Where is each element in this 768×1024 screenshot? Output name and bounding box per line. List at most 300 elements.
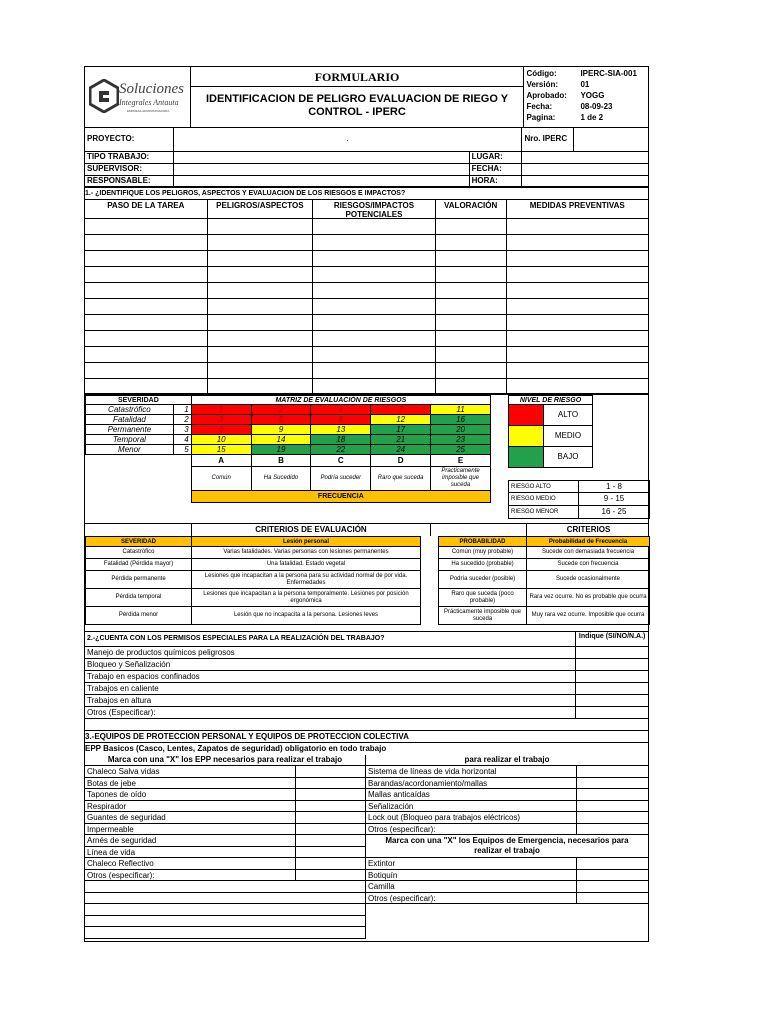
hazard-table <box>85 200 648 395</box>
hazard-row <box>85 267 648 283</box>
permit-answer[interactable] <box>576 707 648 718</box>
injury-criteria: Varias fatalidades. Varias personas con lesiones permanentes <box>192 547 421 559</box>
criteria-row <box>86 547 421 559</box>
emergency-label: Extintor <box>366 858 577 869</box>
permit-label: Trabajo en espacios confinados <box>85 671 576 682</box>
criteria-row <box>439 571 650 589</box>
permit-label: Otros (Especificar): <box>85 707 576 718</box>
hazard-cell[interactable] <box>85 299 208 314</box>
collective-row <box>366 812 648 824</box>
emergency-row <box>366 858 648 870</box>
emergency-row <box>366 881 648 893</box>
company-logo <box>85 67 191 127</box>
collective-mark[interactable] <box>577 789 648 800</box>
risk-color-swatch <box>509 426 544 446</box>
hazard-cell[interactable] <box>436 331 507 346</box>
severity-criteria: Pérdida menor <box>86 607 192 625</box>
section2-title: 2.-¿CUENTA CON LOS PERMISOS ESPECIALES PARA LA REALIZACIÓN DEL TRABAJO? <box>85 632 576 646</box>
epp-label: Otros (especificar): <box>85 870 296 881</box>
emergency-blank[interactable] <box>366 904 648 916</box>
matrix-cell: 11 <box>431 405 491 415</box>
meta-row <box>526 90 646 101</box>
risk-range-label: RIESGO MEDIO <box>509 493 579 505</box>
place-label: LUGAR: <box>470 152 523 163</box>
epp-row <box>85 847 365 859</box>
epp-mark[interactable] <box>296 801 365 812</box>
epp-label: Botas de jebe <box>85 778 296 789</box>
risk-range-row <box>508 493 650 506</box>
collective-mark[interactable] <box>577 801 648 812</box>
epp-mark[interactable] <box>296 789 365 800</box>
responsible-field[interactable] <box>174 176 470 186</box>
epp-mark[interactable] <box>296 778 365 789</box>
probability-criteria: Raro que suceda (poco probable) <box>439 589 527 607</box>
hazard-cell[interactable] <box>85 235 208 250</box>
probability-criteria: Común (muy probable) <box>439 547 527 559</box>
hazard-cell[interactable] <box>313 235 436 250</box>
hazard-cell[interactable] <box>313 251 436 266</box>
hazard-cell[interactable] <box>436 219 507 234</box>
risk-level-title: NIVEL DE RIESGO <box>508 395 593 405</box>
collective-label: Lock out (Bloqueo para trabajos eléctricos) <box>366 812 577 823</box>
risk-color-swatch <box>509 405 544 425</box>
supervisor-field[interactable] <box>174 164 470 175</box>
spacer-row <box>85 719 648 731</box>
meta-label: Aprobado: <box>526 91 567 100</box>
hazard-cell[interactable] <box>208 299 314 314</box>
matrix-cell: 2 <box>251 405 311 415</box>
epp-blank-row[interactable] <box>85 904 365 916</box>
hazard-cell[interactable] <box>436 379 507 393</box>
hazard-cell[interactable] <box>313 267 436 282</box>
permit-label: Trabajos en altura <box>85 695 576 706</box>
matrix-row <box>86 415 491 425</box>
iperc-form <box>84 66 649 942</box>
matrix-cell: 19 <box>251 445 311 455</box>
hazard-cell[interactable] <box>208 347 314 362</box>
matrix-cell: 4 <box>311 405 371 415</box>
hazard-cell[interactable] <box>313 219 436 234</box>
risk-range-label: RIESGO MENOR <box>509 506 579 518</box>
severity-number: 4 <box>173 435 191 445</box>
injury-criteria: Lesiones que incapacitan a la persona temporalmente. Lesiones por posición ergonómica <box>192 589 421 607</box>
emergency-mark[interactable] <box>577 893 648 904</box>
info-row <box>85 164 648 176</box>
hazard-cell[interactable] <box>507 331 649 346</box>
epp-label: Línea de vida <box>85 847 296 858</box>
epp-blank-row[interactable] <box>85 893 365 905</box>
hazard-cell[interactable] <box>313 363 436 378</box>
hazard-cell[interactable] <box>436 235 507 250</box>
risk-level-label: BAJO <box>557 452 579 461</box>
permit-row <box>85 671 648 683</box>
criteria-title: CRITERIOS DE EVALUACIÓN <box>191 524 431 536</box>
epp-blank-row[interactable] <box>85 927 365 939</box>
collective-mark[interactable] <box>577 778 648 789</box>
hazard-cell[interactable] <box>436 315 507 330</box>
frequency-letter: D <box>371 455 431 467</box>
epp-label: Chaleco Salva vidas <box>85 766 296 777</box>
matrix-cell: 25 <box>431 445 491 455</box>
severity-name: Catastrófico <box>86 405 174 415</box>
hazard-col-header: PASO DE LA TAREA <box>85 200 208 218</box>
form-header <box>85 67 648 128</box>
hazard-cell[interactable] <box>208 331 314 346</box>
frequency-label: Raro que suceda <box>371 467 431 491</box>
severity-number: 1 <box>173 405 191 415</box>
probability-head: PROBABILIDAD <box>439 537 527 547</box>
permit-row <box>85 695 648 707</box>
severity-number: 2 <box>173 415 191 425</box>
permit-row <box>85 647 648 659</box>
hazard-cell[interactable] <box>507 347 649 362</box>
hazard-cell[interactable] <box>436 251 507 266</box>
time-label: HORA: <box>470 176 523 186</box>
iperc-number-field[interactable] <box>574 128 648 151</box>
probability-criteria: Prácticamente imposible que suceda <box>439 607 527 625</box>
matrix-cell: 3 <box>191 415 251 425</box>
hazard-table-header <box>85 200 648 219</box>
hazard-cell[interactable] <box>507 299 649 314</box>
matrix-cell: 1 <box>191 405 251 415</box>
risk-ranges <box>508 480 650 519</box>
hazard-cell[interactable] <box>436 267 507 282</box>
frequency-label: Ha Sucedido <box>251 467 311 491</box>
hazard-cell[interactable] <box>436 283 507 298</box>
hazard-cell[interactable] <box>85 379 208 393</box>
severity-criteria: Pérdida permanente <box>86 571 192 589</box>
matrix-cell: 17 <box>371 425 431 435</box>
epp-blank-row[interactable] <box>85 881 365 893</box>
hazard-col-header: PELIGROS/ASPECTOS <box>208 200 314 218</box>
collective-label: Sistema de líneas de vida horizontal <box>366 766 577 777</box>
permit-label: Manejo de productos químicos peligrosos <box>85 647 576 658</box>
collective-label: Señalización <box>366 801 577 812</box>
hazard-row <box>85 251 648 267</box>
emergency-mark[interactable] <box>577 858 648 869</box>
epp-mark[interactable] <box>296 812 365 823</box>
collective-row <box>366 824 648 836</box>
meta-row <box>526 68 646 79</box>
epp-row <box>85 789 365 801</box>
permit-answer[interactable] <box>576 695 648 706</box>
risk-level-label: ALTO <box>557 410 579 419</box>
meta-value: 1 de 2 <box>580 113 604 122</box>
hazard-cell[interactable] <box>507 235 649 250</box>
work-type-label: TIPO TRABAJO: <box>85 152 174 163</box>
criteria-row <box>439 547 650 559</box>
criteria-row <box>439 607 650 625</box>
matrix-row <box>86 425 491 435</box>
hazard-cell[interactable] <box>436 299 507 314</box>
responsible-label: RESPONSABLE: <box>85 176 174 186</box>
risk-range-row <box>508 506 650 519</box>
logo-brand: Soluciones <box>119 81 184 97</box>
hazard-cell[interactable] <box>436 347 507 362</box>
collective-mark[interactable] <box>577 812 648 823</box>
matrix-cell: 22 <box>311 445 371 455</box>
risk-matrix-area <box>85 395 648 524</box>
epp-row <box>85 835 365 847</box>
hazard-cell[interactable] <box>208 267 314 282</box>
collective-row <box>366 778 648 790</box>
matrix-cell: 20 <box>431 425 491 435</box>
matrix-row <box>86 435 491 445</box>
severity-number: 5 <box>173 445 191 455</box>
collective-label: Otros (especificar): <box>366 824 577 835</box>
supervisor-label: SUPERVISOR: <box>85 164 174 175</box>
epp-row <box>85 801 365 813</box>
epp-label: Chaleco Reflectivo <box>85 858 296 869</box>
epp-row <box>85 812 365 824</box>
permit-label: Trabajos en caliente <box>85 683 576 694</box>
criteria-area <box>85 524 648 632</box>
hazard-cell[interactable] <box>208 363 314 378</box>
matrix-cell: 23 <box>431 435 491 445</box>
hazard-cell[interactable] <box>208 251 314 266</box>
time-field[interactable] <box>522 176 648 186</box>
hazard-cell[interactable] <box>313 347 436 362</box>
meta-label: Código: <box>526 69 557 78</box>
meta-value: 08-09-23 <box>580 102 613 111</box>
epp-mark[interactable] <box>296 835 365 846</box>
collective-row <box>366 766 648 778</box>
epp-label: Guantes de seguridad <box>85 812 296 823</box>
hazard-cell[interactable] <box>208 235 314 250</box>
hazard-cell[interactable] <box>85 267 208 282</box>
section3-col-heads <box>85 755 648 766</box>
emergency-label: Botiquín <box>366 870 577 881</box>
title-block <box>191 67 525 127</box>
project-label: PROYECTO: <box>85 128 174 151</box>
hazard-cell[interactable] <box>85 251 208 266</box>
severity-name: Temporal <box>86 435 174 445</box>
blank <box>86 455 192 467</box>
risk-matrix <box>85 395 491 503</box>
epp-label: Tapones de oído <box>85 789 296 800</box>
meta-row <box>526 112 646 123</box>
criteria-row <box>86 571 421 589</box>
epp-right-head: para realizar el trabajo <box>464 755 550 764</box>
permit-row <box>85 683 648 695</box>
epp-label: Impermeable <box>85 824 296 835</box>
section3-subtitle: EPP Basicos (Casco, Lentes, Zapatos de seguridad) obligatorio en todo trabajo <box>85 744 387 753</box>
frequency-criteria: Sucede ocasionalmente <box>527 571 650 589</box>
epp-label: Respirador <box>85 801 296 812</box>
collective-label: Barandas/acordonamiento/mallas <box>366 778 577 789</box>
frequency-criteria: Muy rara vez ocurre. Imposible que ocurra <box>527 607 650 625</box>
criteria-row <box>86 559 421 571</box>
hazard-cell[interactable] <box>313 283 436 298</box>
probability-criteria: Podría suceder (posible) <box>439 571 527 589</box>
hazard-cell[interactable] <box>507 267 649 282</box>
hazard-cell[interactable] <box>208 219 314 234</box>
risk-range-row <box>508 480 650 493</box>
meta-label: Pagina: <box>526 113 556 122</box>
epp-row <box>85 870 365 882</box>
hazard-col-header: VALORACIÓN <box>436 200 507 218</box>
severity-name: Permanente <box>86 425 174 435</box>
indicate-header: Indique (SI/NO/N.A.) <box>578 633 646 640</box>
matrix-cell: 15 <box>191 445 251 455</box>
hazard-cell[interactable] <box>507 219 649 234</box>
hazard-cell[interactable] <box>507 315 649 330</box>
frequency-letter: A <box>191 455 251 467</box>
matrix-cell: 24 <box>371 445 431 455</box>
permit-answer[interactable] <box>576 647 648 658</box>
hazard-cell[interactable] <box>313 331 436 346</box>
collective-row <box>366 801 648 813</box>
hazard-cell[interactable] <box>85 347 208 362</box>
risk-level-label: MEDIO <box>554 431 582 440</box>
hazard-cell[interactable] <box>85 331 208 346</box>
epp-row <box>85 766 365 778</box>
epp-mark[interactable] <box>296 870 365 881</box>
epp-mark[interactable] <box>296 766 365 777</box>
risk-color-swatch <box>509 447 544 467</box>
risk-range-label: RIESGO ALTO <box>509 481 579 492</box>
document-meta <box>524 67 648 127</box>
project-field[interactable]: . <box>174 128 523 151</box>
hazard-cell[interactable] <box>85 315 208 330</box>
hazard-row <box>85 283 648 299</box>
matrix-cell: 9 <box>251 425 311 435</box>
matrix-cell: 6 <box>191 425 251 435</box>
epp-label: Arnés de seguridad <box>85 835 296 846</box>
frequency-label: Común <box>191 467 251 491</box>
matrix-cell: 14 <box>251 435 311 445</box>
injury-criteria: Lesión que no incapacita a la persona. Lesiones leves <box>192 607 421 625</box>
section3-title: 3.-EQUIPOS DE PROTECCION PERSONAL Y EQUIPOS DE PROTECCION COLECTIVA <box>85 731 648 743</box>
criteria-row <box>86 607 421 625</box>
permit-label: Bloqueo y Señalización <box>85 659 576 670</box>
severity-head: SEVERIDAD <box>86 537 192 547</box>
matrix-cell: 16 <box>431 415 491 425</box>
hazard-cell[interactable] <box>436 363 507 378</box>
risk-range-value: 9 - 15 <box>603 494 625 503</box>
frequency-title: FRECUENCIA <box>191 491 490 503</box>
criteria-row <box>439 559 650 571</box>
hazard-cell[interactable] <box>507 379 649 393</box>
permit-answer[interactable] <box>576 671 648 682</box>
hazard-row <box>85 219 648 235</box>
severity-number: 3 <box>173 425 191 435</box>
matrix-cell: 8 <box>311 415 371 425</box>
permit-answer[interactable] <box>576 683 648 694</box>
frequency-label: Practicamente imposible que suceda <box>431 467 491 491</box>
matrix-cell: 21 <box>371 435 431 445</box>
epp-mark[interactable] <box>296 858 365 869</box>
meta-value: YOGG <box>580 91 605 100</box>
hazard-col-header: MEDIDAS PREVENTIVAS <box>529 201 625 210</box>
matrix-row <box>86 405 491 415</box>
epp-grid <box>85 766 648 939</box>
form-title: FORMULARIO <box>191 67 524 87</box>
emergency-mark[interactable] <box>577 881 648 892</box>
permit-answer[interactable] <box>576 659 648 670</box>
emergency-mark[interactable] <box>577 870 648 881</box>
hazard-cell[interactable] <box>507 251 649 266</box>
date-field[interactable] <box>522 164 648 175</box>
hazard-cell[interactable] <box>507 283 649 298</box>
meta-value: 01 <box>580 80 590 89</box>
collective-label: Mallas anticaídas <box>366 789 577 800</box>
frequency-letter: E <box>431 455 491 467</box>
emergency-row <box>366 870 648 882</box>
collective-mark[interactable] <box>577 824 648 835</box>
permit-row <box>85 707 648 719</box>
hazard-cell[interactable] <box>313 315 436 330</box>
hazard-cell[interactable] <box>507 363 649 378</box>
hazard-row <box>85 331 648 347</box>
hazard-cell[interactable] <box>208 283 314 298</box>
criteria-title-2: CRITERIOS <box>526 524 650 536</box>
hazard-row <box>85 315 648 331</box>
hazard-cell[interactable] <box>85 219 208 234</box>
epp-left-head: Marca con una "X" los EPP necesarios para realizar el trabajo <box>85 755 366 765</box>
severity-criteria: Pérdida temporal <box>86 589 192 607</box>
logo-subtitle: Integrales Antauta <box>119 98 179 107</box>
epp-row <box>85 858 365 870</box>
hazard-cell[interactable] <box>85 363 208 378</box>
logo-tagline: EMPRESA ADMINISTRADORA <box>127 109 170 113</box>
place-field[interactable] <box>522 152 648 163</box>
epp-blank-row[interactable] <box>85 916 365 928</box>
permit-row <box>85 659 648 671</box>
blank <box>86 467 192 491</box>
emergency-row <box>366 893 648 905</box>
risk-range-value: 1 - 8 <box>605 482 622 491</box>
epp-row <box>85 824 365 836</box>
risk-level-row <box>508 447 593 468</box>
project-row <box>85 128 648 152</box>
risk-level-legend <box>508 395 593 468</box>
hazard-row <box>85 299 648 315</box>
matrix-row <box>86 445 491 455</box>
iperc-number-label: Nro. IPERC <box>522 128 574 151</box>
injury-criteria: Una fatalidad. Estado vegetal <box>192 559 421 571</box>
hazard-row <box>85 363 648 379</box>
hazard-cell[interactable] <box>313 379 436 393</box>
meta-row <box>526 79 646 90</box>
hazard-cell[interactable] <box>313 299 436 314</box>
matrix-cell: 10 <box>191 435 251 445</box>
criteria-row <box>86 589 421 607</box>
hazard-cell[interactable] <box>85 283 208 298</box>
frequency-label: Podría suceder <box>311 467 371 491</box>
risk-range-value: 16 - 25 <box>601 507 627 516</box>
section1-title: 1.- ¿IDENTIFIQUE LOS PELIGROS, ASPECTOS Y EVALUACION DE LOS RIESGOS E IMPACTOS? <box>85 188 648 200</box>
matrix-cell: 13 <box>311 425 371 435</box>
hazard-col-header: RIESGOS/IMPACTOS POTENCIALES <box>313 200 436 218</box>
risk-level-row <box>508 405 593 426</box>
meta-label: Fecha: <box>526 102 553 111</box>
hazard-cell[interactable] <box>208 379 314 393</box>
matrix-cell: 7 <box>371 405 431 415</box>
meta-row <box>526 101 646 112</box>
injury-criteria: Lesiones que incapacitan a la persona para su actividad normal de por vida. Enfermedades <box>192 571 421 589</box>
document-title: IDENTIFICACION DE PELIGRO EVALUACION DE RIEGO Y CONTROL - IPERC <box>205 93 509 118</box>
matrix-cell: 12 <box>371 415 431 425</box>
collective-row <box>366 789 648 801</box>
collective-mark[interactable] <box>577 766 648 777</box>
epp-mark[interactable] <box>296 824 365 835</box>
epp-mark[interactable] <box>296 847 365 858</box>
hazard-cell[interactable] <box>208 315 314 330</box>
injury-head: Lesión personal <box>192 537 421 547</box>
work-type-field[interactable] <box>174 152 470 163</box>
date-label: FECHA: <box>470 164 523 175</box>
